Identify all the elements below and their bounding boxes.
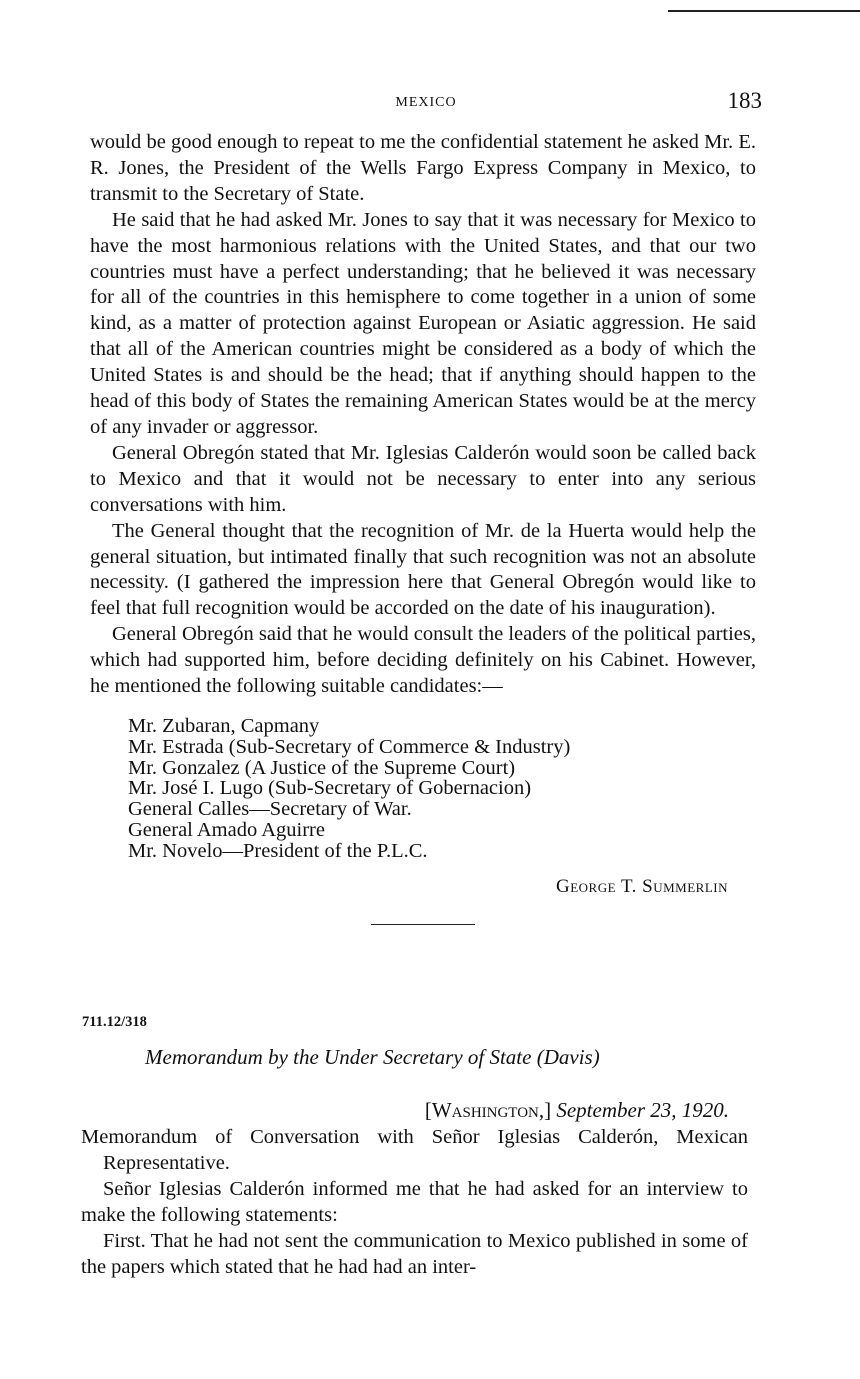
memo-dateline	[425, 1098, 729, 1123]
top-edge-rule	[668, 10, 860, 12]
candidate-item: Mr. Novelo—President of the P.L.C.	[128, 839, 428, 862]
paragraph-3: General Obregón stated that Mr. Iglesias Calderón would soon be called back to Mexico and that it would not be necessary to enter into any serious conversations with him.	[90, 441, 756, 516]
page-number: 183	[727, 88, 762, 113]
memo-title: Memorandum by the Under Secretary of State (Davis)	[145, 1045, 600, 1069]
memo-place: [Washington,]	[424, 1098, 552, 1122]
memo-paragraph-2: First. That he had not sent the communication to Mexico published in some of the papers which stated that he had had an inter-	[81, 1229, 748, 1278]
candidate-item: General Amado Aguirre	[128, 818, 325, 841]
file-number: 711.12/318	[82, 1014, 147, 1030]
candidate-item: Mr. Zubaran, Capmany	[128, 714, 320, 737]
paragraph-1: would be good enough to repeat to me the confidential statement he asked Mr. E. R. Jones, the President of the Wells Fargo Express Company in Mexico, to transmit to the Secretary of State.	[90, 131, 756, 205]
paragraph-4: The General thought that the recognition of Mr. de la Huerta would help the general situation, but intimated finally that such recognition was not an absolute necessity. (I gathered the impression here that General Obregón would like to feel that full recognition would be accorded on the date of his inauguration).	[90, 519, 756, 620]
section-divider	[371, 924, 475, 925]
memo-date: September 23, 1920.	[556, 1098, 729, 1122]
page-header	[90, 88, 762, 118]
candidate-list	[128, 716, 756, 862]
candidate-item: General Calles—Secretary of War.	[128, 798, 412, 821]
memo-paragraph-1: Señor Iglesias Calderón informed me that he had asked for an interview to make the following statements:	[81, 1177, 748, 1226]
running-head: MEXICO	[395, 95, 457, 110]
candidate-item: Mr. Gonzalez (A Justice of the Supreme Court)	[128, 756, 516, 779]
memo-text	[81, 1125, 748, 1280]
signature: George T. Summerlin	[556, 875, 728, 897]
paragraph-2: He said that he had asked Mr. Jones to say that it was necessary for Mexico to have the most harmonious relations with the United States, and that our two countries must have a perfect understanding; that he believed it was necessary for all of the countries in this hemisphere to come together in a union of some kind, as a matter of protection against European or Asiatic aggression. He said that all of the American countries might be considered as a body of which the United States is and should be the head; that if anything should happen to the head of this body of States the remaining American States would be at the mercy of any invader or aggressor.	[90, 208, 756, 438]
main-text	[90, 130, 756, 925]
paragraph-5: General Obregón said that he would consult the leaders of the political parties, which had supported him, before deciding definitely on his Cabinet. However, he mentioned the following suitable candidates:—	[90, 623, 756, 698]
candidate-item: Mr. José I. Lugo (Sub-Secretary of Gobernacion)	[128, 777, 532, 800]
memo-subject: Memorandum of Conversation with Señor Iglesias Calderón, Mexican Representative.	[81, 1126, 748, 1174]
candidate-item: Mr. Estrada (Sub-Secretary of Commerce & Industry)	[128, 735, 571, 758]
